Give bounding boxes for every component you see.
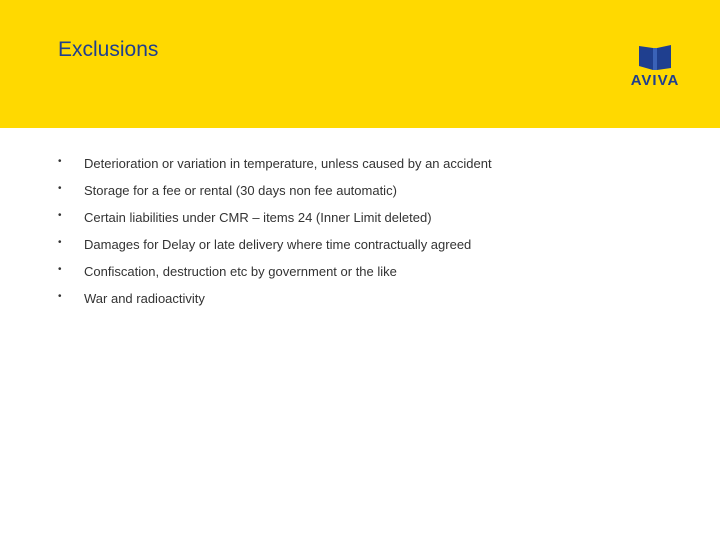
aviva-logo-icon (639, 42, 671, 70)
bullet-marker: • (58, 210, 62, 221)
list-item-text: Certain liabilities under CMR – items 24 (Inner Limit deleted) (84, 210, 432, 225)
bullet-marker: • (58, 237, 62, 248)
bullet-marker: • (58, 183, 62, 194)
list-item-text: Deterioration or variation in temperature, unless caused by an accident (84, 156, 492, 171)
list-item-text: Confiscation, destruction etc by government or the like (84, 264, 397, 279)
bullet-marker: • (58, 156, 62, 167)
logo-wordmark: AVIVA (630, 72, 680, 89)
slide-title: Exclusions (58, 38, 159, 61)
aviva-logo (620, 40, 690, 92)
bullet-marker: • (58, 264, 62, 275)
list-item-text: Damages for Delay or late delivery where time contractually agreed (84, 237, 472, 252)
header-band (0, 0, 720, 128)
list-item-text: War and radioactivity (84, 291, 205, 306)
list-item-text: Storage for a fee or rental (30 days non fee automatic) (84, 183, 397, 198)
bullet-marker: • (58, 291, 62, 302)
